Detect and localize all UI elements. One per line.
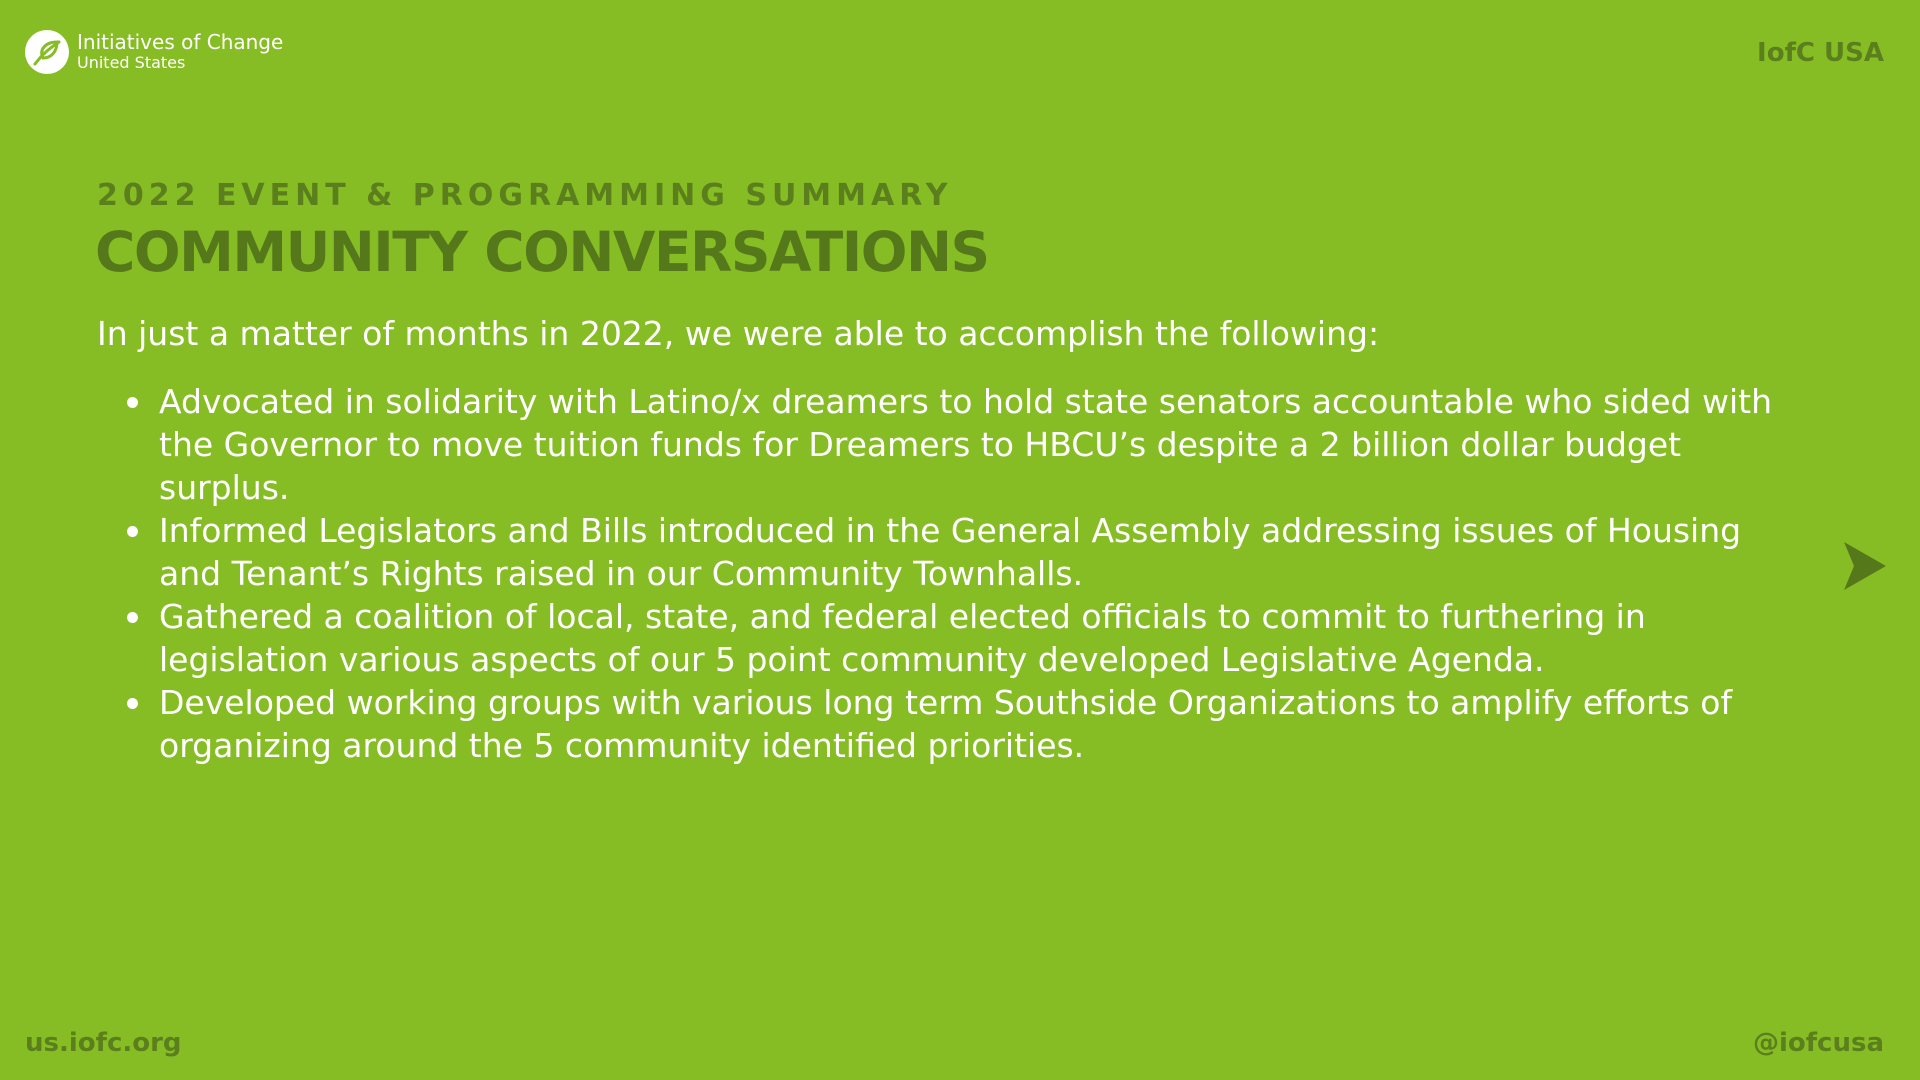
website-link[interactable]: us.iofc.org bbox=[25, 1028, 182, 1058]
brand-logo[interactable] bbox=[25, 30, 283, 74]
intro-text: In just a matter of months in 2022, we were able to accomplish the following: bbox=[97, 314, 1380, 353]
accomplishments-list bbox=[127, 380, 1807, 767]
leaf-logo-icon bbox=[25, 30, 69, 74]
play-arrow-icon[interactable] bbox=[1840, 540, 1888, 592]
list-item: Gathered a coalition of local, state, and federal elected officials to commit to furthering in legislation various aspects of our 5 point community developed Legislative Agenda. bbox=[127, 595, 1807, 681]
logo-name: Initiatives of Change bbox=[77, 30, 284, 55]
list-item: Advocated in solidarity with Latino/x dreamers to hold state senators accountable who sided with the Governor to move tuition funds for Dreamers to HBCU’s despite a 2 billion dollar budget surplus. bbox=[127, 380, 1807, 509]
list-item: Developed working groups with various long term Southside Organizations to amplify efforts of organizing around the 5 community identified priorities. bbox=[127, 681, 1807, 767]
org-label: IofC USA bbox=[1757, 38, 1884, 68]
list-item: Informed Legislators and Bills introduced in the General Assembly addressing issues of Housing and Tenant’s Rights raised in our Community Townhalls. bbox=[127, 509, 1807, 595]
logo-subtitle: United States bbox=[77, 53, 186, 73]
slide-eyebrow: 2022 EVENT & PROGRAMMING SUMMARY bbox=[97, 178, 953, 213]
page-title: COMMUNITY CONVERSATIONS bbox=[95, 220, 989, 284]
social-handle[interactable]: @iofcusa bbox=[1752, 1028, 1884, 1058]
